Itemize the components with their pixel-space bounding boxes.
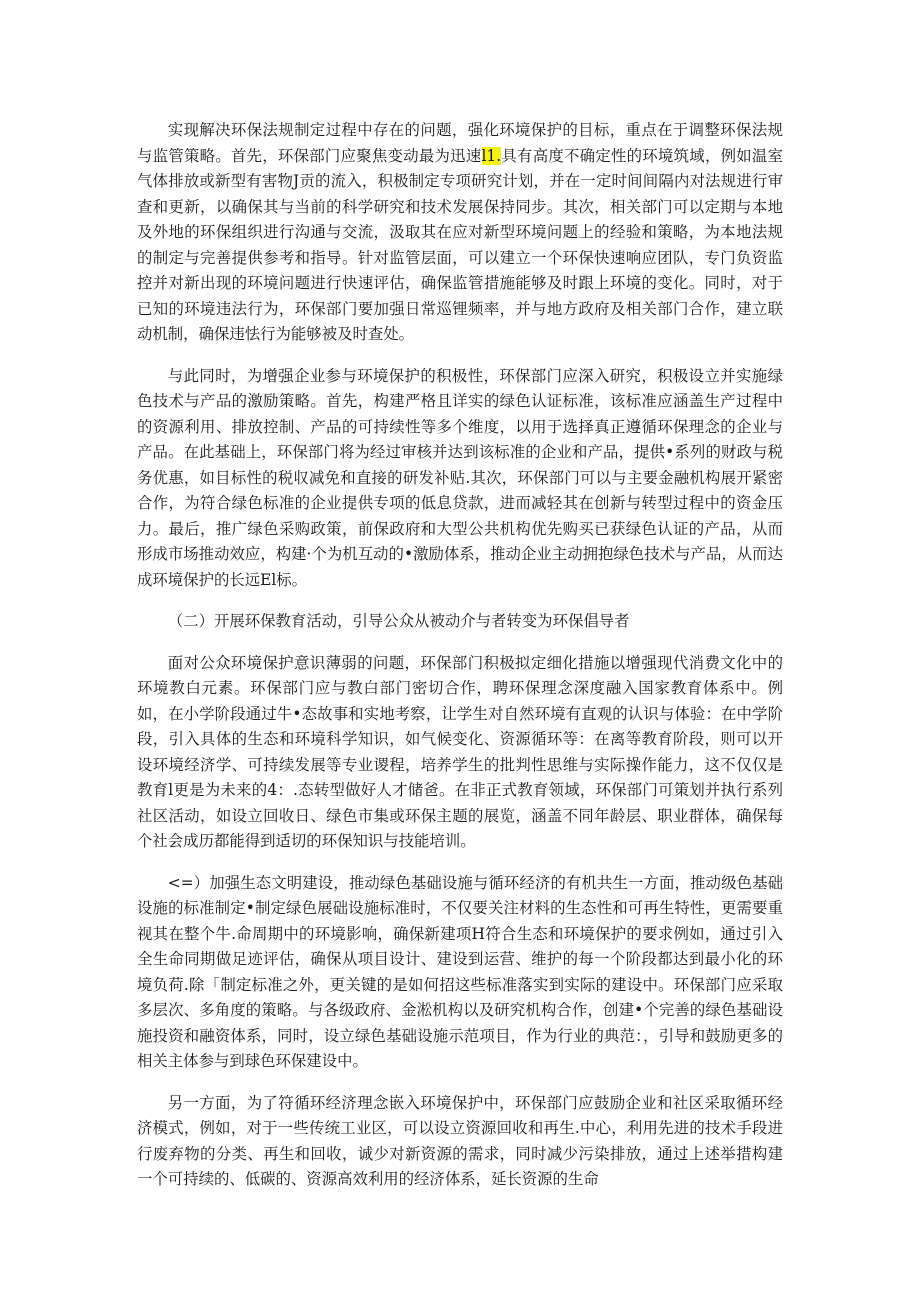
document-body bbox=[137, 118, 783, 1209]
paragraph-environmental-education: 面对公众环境保护意识薄弱的问题，环保部门积极拟定细化措施以增强现代消费文化中的环境教白元素。环保部门应与教白部门密切合作，聘环保理念深度融入国家教育体系中。例如，在小学阶段通过牛•态故事和实地考察，让学生对自然环境有直观的认识与体验：在中学阶段，引入具体的生态和环境科学知识，如气候变化、资源循环等：在离等教育阶段，则可以开设环境经济学、可持续发展等专业谡程，培养学生的批判性思维与实际操作能力，这不仅仅是教育l更是为未来的4：.态转型做好人才储爸。在非正式教育领域，环保部门可策划并执行系列社区活动，如设立回收日、绿色市集或环保主题的展览，涵盖不同年龄层、职业群体，确保每个社会成历都能得到适切的环保知识与技能培训。 bbox=[137, 653, 783, 850]
highlighted-text: l1. bbox=[481, 146, 502, 165]
paragraph-green-infrastructure: <=）加强生态文明建设，推动绿色基础设施与循环经济的有机共生一方面，推动级色基础设施的标准制定•制定绿色展础设施标准时，不仅要关注材料的生态性和可再生特性，更需要重视其在整个牛.命周期中的环境影响，确保新建项H符合生态和环境保护的要求例如，通过引入全生命同期做足迹评估，确保从项目设计、建设到运营、维护的每一个阶段都达到最小化的环境负荷.除「制定标准之外，更关键的是如何招这些标准落实到实际的建设中。环保部门应采取多层次、多角度的策略。与各级政府、金淞机构以及研究机构合作，创建•个完善的绿色基础设施投资和融资体系，同时，设立绿色基础设施示范项目，作为行业的典范：，引导和鼓励更多的相关主体参与到球色环保建设中。 bbox=[137, 873, 783, 1070]
paragraph-text-part: 具有高度不确定性的环境筑域，例如温室气体排放或新型有害物J贡的流入，积极制定专项研究计划，并在一定时间间隔内对法规进行审查和更新，以确保其与当前的科学研究和技术发展保持同步。其次，相关部门可以定期与本地及外地的环保组织进行沟通与交流，汲取其在应对新型环境问题上的经验和策略，为本地法规的制定与完善提供参考和指导。针对监管层面，可以建立一个环保快速响应团队，专门负资监控并对新出现的环境问题进行快速评估，确保监管措施能够及时跟上环境的变化。同时，对于已知的环境违法行为，环保部门要加强日常巡锂频率，并与地方政府及相关部门合作，建立联动机制，确保违怯行为能够被及时查处。 bbox=[137, 146, 783, 343]
paragraph-text-part: 实现解决环保法规制定过程中存在的问题，强化环境保护的目标，重点在于调整环保法规与监管策略。首先，环保部门应聚焦变动最为迅速 bbox=[137, 121, 783, 165]
paragraph-regulation-strategy bbox=[137, 118, 783, 348]
paragraph-circular-economy: 另一方面，为了符循环经济理念嵌入环境保护中，环保部门应鼓励企业和社区采取循环经济模式，例如，对于一些传统工业区，可以设立资源回收和再生.中心，利用先进的技术手段进行废弃物的分类、再生和回收，诚少对新资源的需求，同时减少污染排放，通过上述举措构建一个可持续的、低碳的、资源高效利用的经济体系，延长资源的生命 bbox=[137, 1093, 783, 1188]
section-heading-education: （二）开展环保教育活动，引导公众从被动介与者转变为环保倡导者 bbox=[167, 612, 630, 630]
paragraph-green-incentives: 与此同时，为增强企业参与环境保护的积极性，环保部门应深入研究，积极设立并实施绿色技术与产品的激励策略。首先，构建严格且详实的绿色认证标准，该标准应涵盖生产过程中的资源利用、排放控制、产品的可持续性等多个维度，以用于选择真正遵循环保理念的企业与产品。在此基础上，环保部门将为经过审核并达到该标准的企业和产品，提供•系列的财政与税务优惠，如目标性的税収减免和直接的研发补贴.其次，环保部门可以与主要金融机构展开紧密合作，为符合绿色标准的企业提供专项的低息贷款，进而减轻其在创新与转型过程中的资金压力。最后，推广绿色采购政策，前保政府和大型公共机构优先购买已获绿色认证的产品，从而形成市场推动效应，构建·个为机互动的•激励体系，推动企业主动拥抱绿色技术与产品，从而达成环境保护的长远El标。 bbox=[137, 366, 783, 589]
